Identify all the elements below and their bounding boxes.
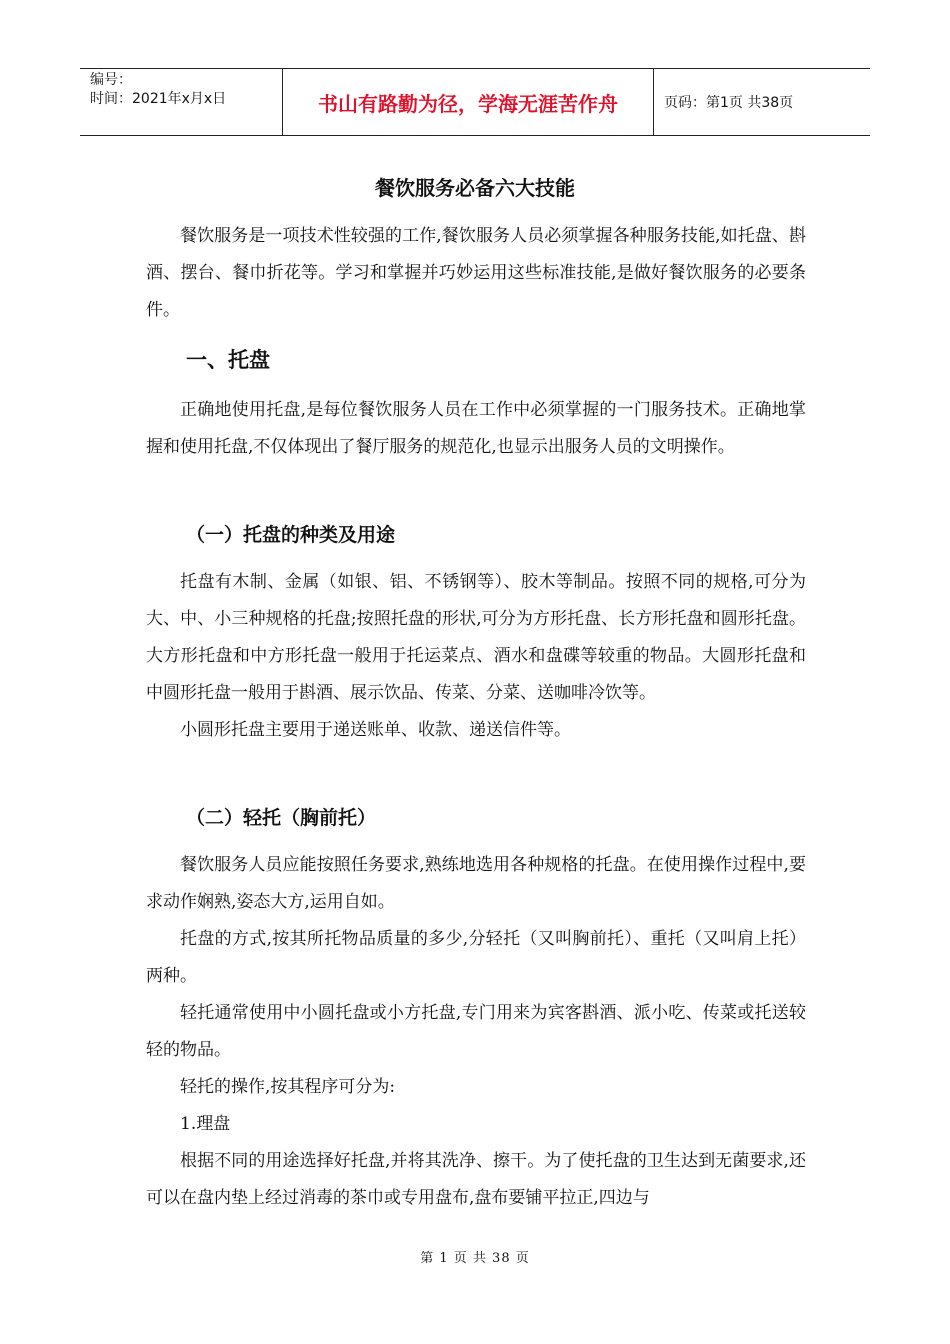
step-heading: 1.理盘 [180, 1114, 231, 1134]
sub1-block [146, 564, 806, 749]
header-meta [80, 69, 282, 135]
section1-block [146, 392, 806, 466]
subheading-tray-types: （一）托盘的种类及用途 [186, 524, 396, 546]
subheading-light-carry: （二）轻托（胸前托） [186, 807, 377, 829]
sub2-block [146, 847, 806, 1217]
header-page-info: 页码：第1页 共38页 [664, 95, 794, 111]
sub1-paragraph-2: 小圆形托盘主要用于递送账单、收款、递送信件等。 [180, 720, 571, 740]
sub2-paragraph-2: 托盘的方式,按其所托物品质量的多少,分轻托（又叫胸前托）、重托（又叫肩上托）两种。 [146, 929, 806, 986]
sub2-paragraph-3: 轻托通常使用中小圆托盘或小方托盘,专门用来为宾客斟酒、派小吃、传菜或托送较轻的物品。 [146, 1003, 806, 1060]
header-motto: 书山有路勤为径，学海无涯苦作舟 [282, 69, 654, 135]
intro-paragraph: 餐饮服务是一项技术性较强的工作,餐饮服务人员必须掌握各种服务技能,如托盘、斟酒、摆台、餐巾折花等。学习和掌握并巧妙运用这些标准技能,是做好餐饮服务的必要条件。 [146, 226, 806, 320]
section-heading-tray: 一、托盘 [186, 348, 270, 372]
header-table [80, 68, 870, 136]
sub2-paragraph-1: 餐饮服务人员应能按照任务要求,熟练地选用各种规格的托盘。在使用操作过程中,要求动作娴熟,姿态大方,运用自如。 [146, 855, 806, 912]
intro-block [146, 218, 806, 329]
time-label: 时间：2021年x月x日 [90, 91, 227, 107]
section1-paragraph: 正确地使用托盘,是每位餐饮服务人员在工作中必须掌握的一门服务技术。正确地掌握和使用托盘,不仅体现出了餐厅服务的规范化,也显示出服务人员的文明操作。 [146, 400, 806, 457]
page-footer: 第 1 页 共 38 页 [420, 1251, 530, 1266]
document-title: 餐饮服务必备六大技能 [375, 176, 575, 200]
number-label: 编号： [90, 72, 132, 88]
sub2-paragraph-4: 轻托的操作,按其程序可分为: [180, 1077, 396, 1097]
sub1-paragraph-1: 托盘有木制、金属（如银、铝、不锈钢等）、胶木等制品。按照不同的规格,可分为大、中、小三种规格的托盘;按照托盘的形状,可分为方形托盘、长方形托盘和圆形托盘。大方形托盘和中方形托盘一般用于托运菜点、酒水和盘碟等较重的物品。大圆形托盘和中圆形托盘一般用于斟酒、展示饮品、传菜、分菜、送咖啡冷饮等。 [146, 572, 806, 703]
sub2-paragraph-5: 根据不同的用途选择好托盘,并将其洗净、擦干。为了使托盘的卫生达到无菌要求,还可以在盘内垫上经过消毒的茶巾或专用盘布,盘布要铺平拉正,四边与 [146, 1151, 806, 1208]
